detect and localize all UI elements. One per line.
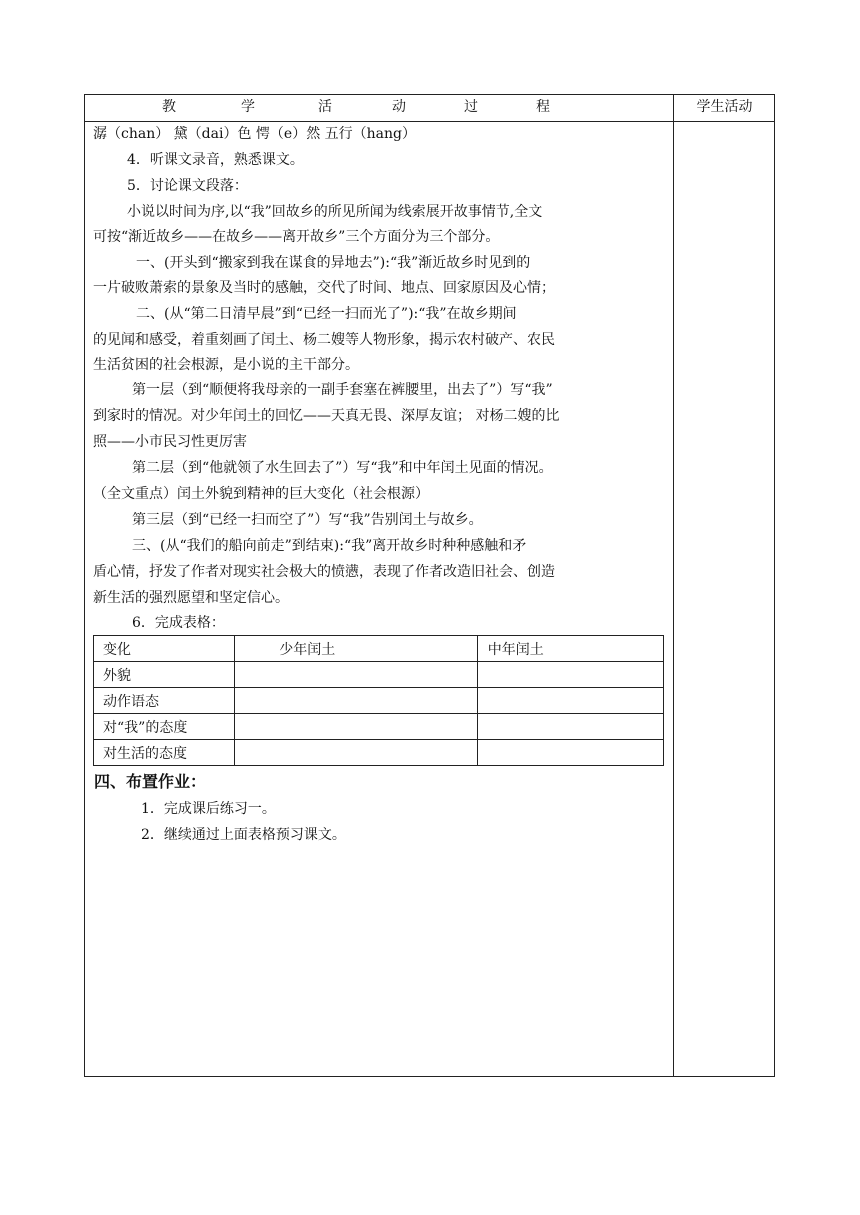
header-char: 过 <box>464 99 478 115</box>
table-row <box>94 714 664 740</box>
table-cell <box>477 662 663 688</box>
body-line: 新生活的强烈愿望和坚定信心。 <box>93 590 289 606</box>
column-divider <box>673 94 674 1077</box>
body-line: 可按“渐近故乡——在故乡——离开故乡”三个方面分为三个部分。 <box>93 229 500 245</box>
table-header-cell: 变化 <box>94 636 235 662</box>
body-line: 的见闻和感受，着重刻画了闰土、杨二嫂等人物形象，揭示农村破产、农民 <box>93 332 555 348</box>
body-line: 到家时的情况。对少年闰土的回忆——天真无畏、深厚友谊； 对杨二嫂的比 <box>93 408 560 424</box>
body-line: 4．听课文录音，熟悉课文。 <box>127 152 304 168</box>
body-line: 照——小市民习性更厉害 <box>93 434 247 450</box>
body-line: 第一层（到“顺便将我母亲的一副手套塞在裤腰里，出去了”）写“我” <box>132 382 553 398</box>
table-row-label: 动作语态 <box>94 688 235 714</box>
body-line: 二、(从“第二日清早晨”到“已经一扫而光了”):“我”在故乡期间 <box>136 306 517 322</box>
homework-item: 1．完成课后练习一。 <box>141 801 276 817</box>
table-header-row <box>94 636 664 662</box>
table-cell <box>235 662 478 688</box>
table-row <box>94 740 664 766</box>
header-main-cell <box>86 94 672 121</box>
body-line: 一、(开头到“搬家到我在谋食的异地去”):“我”渐近故乡时见到的 <box>136 255 531 271</box>
header-char: 动 <box>392 99 406 115</box>
body-line: 生活贫困的社会根源，是小说的主干部分。 <box>93 357 359 373</box>
body-line: 潺（chan） 黛（dai）色 愕（e）然 五行（hang） <box>93 126 416 142</box>
table-cell <box>235 688 478 714</box>
table-cell <box>235 740 478 766</box>
body-line: 一片破败萧索的景象及当时的感触，交代了时间、地点、回家原因及心情； <box>93 280 555 296</box>
header-student-activity: 学生活动 <box>696 99 753 115</box>
header-char: 程 <box>536 99 550 115</box>
body-line: 小说以时间为序,以“我”回故乡的所见所闻为线索展开故事情节,全文 <box>127 204 543 220</box>
table-cell <box>477 688 663 714</box>
body-line: 6．完成表格： <box>132 615 225 631</box>
body-line: 5．讨论课文段落： <box>127 178 248 194</box>
header-divider <box>84 121 775 122</box>
table-cell <box>235 714 478 740</box>
table-row-label: 对“我”的态度 <box>94 714 235 740</box>
homework-item: 2．继续通过上面表格预习课文。 <box>141 827 346 843</box>
table-row <box>94 688 664 714</box>
header-char: 学 <box>241 99 255 115</box>
header-char: 教 <box>162 99 176 115</box>
table-row <box>94 662 664 688</box>
table-header-cell: 中年闰土 <box>477 636 663 662</box>
table-cell <box>477 740 663 766</box>
table-cell <box>477 714 663 740</box>
table-row-label: 对生活的态度 <box>94 740 235 766</box>
body-line: 盾心情，抒发了作者对现实社会极大的愤懑，表现了作者改造旧社会、创造 <box>93 564 555 580</box>
table-row-label: 外貌 <box>94 662 235 688</box>
homework-heading: 四、布置作业： <box>94 772 207 791</box>
body-line: 第二层（到“他就领了水生回去了”）写“我”和中年闰土见面的情况。 <box>132 460 553 476</box>
body-line: （全文重点）闰土外貌到精神的巨大变化（社会根源） <box>93 486 429 502</box>
header-char: 活 <box>318 99 332 115</box>
comparison-table <box>93 635 664 766</box>
body-line: 三、(从“我们的船向前走”到结束):“我”离开故乡时种种感触和矛 <box>132 538 527 554</box>
table-header-cell: 少年闰土 <box>235 636 478 662</box>
body-line: 第三层（到“已经一扫而空了”）写“我”告别闰土与故乡。 <box>132 512 483 528</box>
